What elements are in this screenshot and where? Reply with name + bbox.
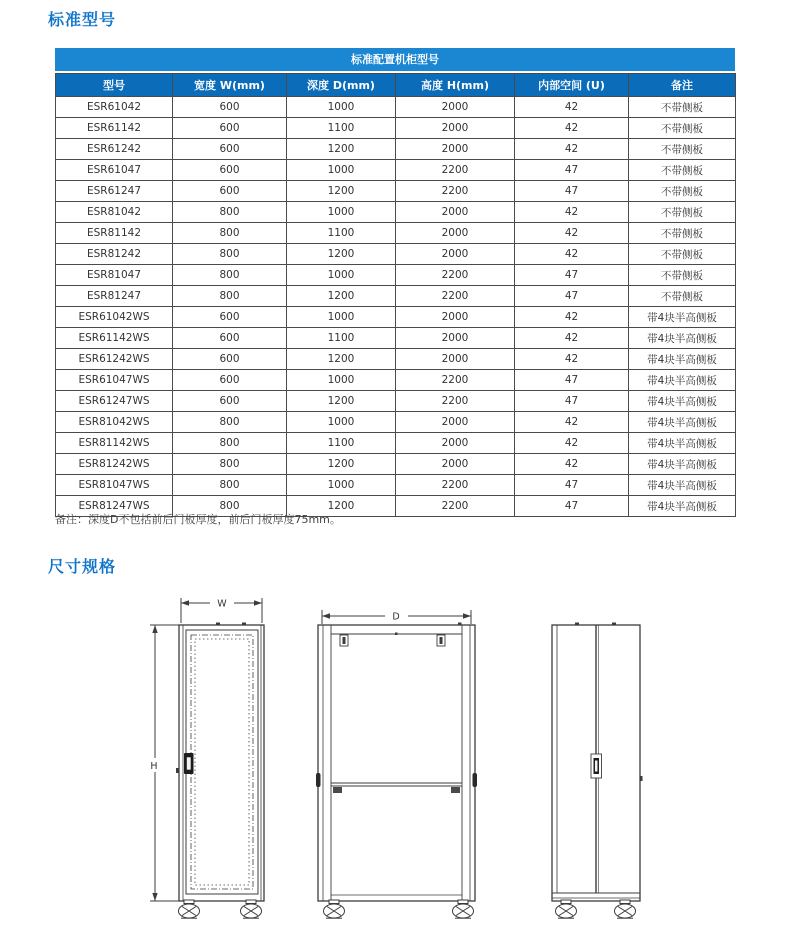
table-cell-units: 47 <box>515 160 629 181</box>
table-cell-model: ESR81242 <box>56 244 173 265</box>
table-row <box>56 412 736 433</box>
table-row <box>56 265 736 286</box>
table-cell-height: 2200 <box>396 265 515 286</box>
table-row <box>56 118 736 139</box>
table-cell-width: 600 <box>173 328 287 349</box>
table-cell-height: 2200 <box>396 496 515 517</box>
table-row <box>56 181 736 202</box>
table-cell-depth: 1000 <box>287 265 396 286</box>
table-cell-units: 47 <box>515 265 629 286</box>
table-footnote: 备注：深度D不包括前后门板厚度，前后门板厚度75mm。 <box>55 513 341 526</box>
table-cell-units: 47 <box>515 181 629 202</box>
cabinet-rear-view <box>552 623 643 919</box>
table-cell-width: 800 <box>173 265 287 286</box>
cabinet-front-view <box>146 596 264 918</box>
table-cell-units: 42 <box>515 307 629 328</box>
table-cell-width: 800 <box>173 475 287 496</box>
spec-table-header-row <box>56 74 736 97</box>
width-dimension-label: W <box>217 598 227 610</box>
table-cell-remark: 不带侧板 <box>629 118 736 139</box>
table-cell-depth: 1000 <box>287 97 396 118</box>
table-cell-width: 800 <box>173 244 287 265</box>
table-cell-width: 600 <box>173 118 287 139</box>
table-cell-model: ESR81042 <box>56 202 173 223</box>
table-cell-width: 600 <box>173 391 287 412</box>
table-cell-model: ESR61042WS <box>56 307 173 328</box>
table-cell-width: 600 <box>173 97 287 118</box>
table-cell-height: 2200 <box>396 160 515 181</box>
table-cell-remark: 不带侧板 <box>629 202 736 223</box>
table-cell-width: 600 <box>173 181 287 202</box>
table-cell-units: 47 <box>515 286 629 307</box>
table-cell-remark: 不带侧板 <box>629 265 736 286</box>
table-cell-width: 800 <box>173 223 287 244</box>
table-cell-model: ESR81047 <box>56 265 173 286</box>
table-cell-height: 2000 <box>396 307 515 328</box>
table-cell-height: 2000 <box>396 118 515 139</box>
table-cell-height: 2200 <box>396 370 515 391</box>
table-cell-model: ESR61047WS <box>56 370 173 391</box>
table-cell-remark: 不带侧板 <box>629 97 736 118</box>
table-cell-height: 2200 <box>396 286 515 307</box>
table-cell-width: 800 <box>173 496 287 517</box>
table-cell-units: 42 <box>515 412 629 433</box>
table-cell-units: 42 <box>515 349 629 370</box>
table-cell-remark: 带4块半高侧板 <box>629 412 736 433</box>
table-cell-remark: 带4块半高侧板 <box>629 391 736 412</box>
depth-dimension-label: D <box>392 611 400 623</box>
table-cell-units: 47 <box>515 496 629 517</box>
table-cell-model: ESR81247WS <box>56 496 173 517</box>
table-cell-model: ESR61047 <box>56 160 173 181</box>
table-cell-height: 2000 <box>396 244 515 265</box>
table-cell-model: ESR61142WS <box>56 328 173 349</box>
table-cell-depth: 1200 <box>287 391 396 412</box>
table-cell-height: 2000 <box>396 349 515 370</box>
table-row <box>56 202 736 223</box>
table-cell-height: 2000 <box>396 433 515 454</box>
table-cell-height: 2000 <box>396 328 515 349</box>
column-header-depth: 深度 D(mm) <box>287 74 396 97</box>
table-cell-depth: 1200 <box>287 286 396 307</box>
table-cell-width: 600 <box>173 349 287 370</box>
table-cell-remark: 带4块半高侧板 <box>629 496 736 517</box>
table-cell-depth: 1200 <box>287 349 396 370</box>
table-cell-height: 2000 <box>396 139 515 160</box>
table-cell-model: ESR61242WS <box>56 349 173 370</box>
table-cell-depth: 1200 <box>287 244 396 265</box>
table-cell-height: 2000 <box>396 223 515 244</box>
leveling-foot <box>453 900 474 918</box>
spec-table <box>55 73 736 517</box>
table-cell-model: ESR61247 <box>56 181 173 202</box>
table-cell-remark: 不带侧板 <box>629 139 736 160</box>
depth-dimension <box>322 609 471 624</box>
leveling-foot <box>324 900 345 918</box>
table-cell-depth: 1200 <box>287 454 396 475</box>
table-cell-model: ESR61042 <box>56 97 173 118</box>
table-cell-width: 800 <box>173 202 287 223</box>
table-row <box>56 307 736 328</box>
table-cell-units: 42 <box>515 202 629 223</box>
table-title-bar: 标准配置机柜型号 <box>55 48 735 71</box>
table-row <box>56 433 736 454</box>
caster-wheel <box>615 900 636 918</box>
table-cell-model: ESR61247WS <box>56 391 173 412</box>
table-cell-depth: 1100 <box>287 433 396 454</box>
column-header-model: 型号 <box>56 74 173 97</box>
table-cell-depth: 1200 <box>287 139 396 160</box>
table-row <box>56 97 736 118</box>
table-cell-units: 42 <box>515 97 629 118</box>
table-cell-depth: 1000 <box>287 412 396 433</box>
table-cell-units: 42 <box>515 433 629 454</box>
table-cell-remark: 带4块半高侧板 <box>629 349 736 370</box>
section-heading-standard-models: 标准型号 <box>48 10 117 29</box>
table-cell-height: 2000 <box>396 202 515 223</box>
table-cell-remark: 不带侧板 <box>629 286 736 307</box>
table-cell-model: ESR81247 <box>56 286 173 307</box>
table-cell-units: 42 <box>515 223 629 244</box>
table-cell-depth: 1000 <box>287 202 396 223</box>
table-cell-remark: 不带侧板 <box>629 160 736 181</box>
table-cell-height: 2000 <box>396 454 515 475</box>
table-cell-model: ESR81042WS <box>56 412 173 433</box>
table-cell-units: 42 <box>515 454 629 475</box>
table-row <box>56 244 736 265</box>
table-cell-units: 42 <box>515 139 629 160</box>
column-header-remark: 备注 <box>629 74 736 97</box>
column-header-units: 内部空间 (U) <box>515 74 629 97</box>
table-cell-remark: 不带侧板 <box>629 244 736 265</box>
table-cell-remark: 带4块半高侧板 <box>629 328 736 349</box>
table-cell-units: 42 <box>515 244 629 265</box>
table-cell-height: 2200 <box>396 181 515 202</box>
table-row <box>56 223 736 244</box>
table-cell-depth: 1100 <box>287 223 396 244</box>
table-cell-height: 2000 <box>396 97 515 118</box>
table-cell-remark: 不带侧板 <box>629 223 736 244</box>
table-cell-depth: 1100 <box>287 328 396 349</box>
table-cell-units: 47 <box>515 391 629 412</box>
table-row <box>56 160 736 181</box>
table-cell-depth: 1000 <box>287 307 396 328</box>
table-cell-depth: 1200 <box>287 181 396 202</box>
table-cell-remark: 带4块半高侧板 <box>629 475 736 496</box>
table-cell-depth: 1100 <box>287 118 396 139</box>
table-cell-remark: 带4块半高侧板 <box>629 370 736 391</box>
table-cell-width: 600 <box>173 160 287 181</box>
rear-door-handle <box>591 754 602 778</box>
table-cell-units: 47 <box>515 370 629 391</box>
side-edge-handle <box>316 773 321 787</box>
cabinet-dimension-drawing <box>0 590 790 935</box>
table-cell-width: 800 <box>173 412 287 433</box>
table-cell-units: 42 <box>515 328 629 349</box>
table-cell-depth: 1000 <box>287 370 396 391</box>
table-cell-model: ESR81047WS <box>56 475 173 496</box>
table-cell-remark: 不带侧板 <box>629 181 736 202</box>
column-header-width: 宽度 W(mm) <box>173 74 287 97</box>
front-door-lock <box>184 753 194 774</box>
cabinet-side-view <box>316 609 477 918</box>
table-cell-depth: 1000 <box>287 475 396 496</box>
table-row <box>56 370 736 391</box>
table-cell-height: 2200 <box>396 475 515 496</box>
table-row <box>56 328 736 349</box>
table-cell-model: ESR61142 <box>56 118 173 139</box>
table-cell-remark: 带4块半高侧板 <box>629 307 736 328</box>
table-cell-model: ESR81142WS <box>56 433 173 454</box>
table-cell-height: 2200 <box>396 391 515 412</box>
table-cell-width: 800 <box>173 433 287 454</box>
table-cell-model: ESR81142 <box>56 223 173 244</box>
table-row <box>56 454 736 475</box>
table-cell-width: 600 <box>173 370 287 391</box>
caster-wheel <box>556 900 577 918</box>
caster-wheel <box>241 900 262 918</box>
table-cell-depth: 1000 <box>287 160 396 181</box>
column-header-height: 高度 H(mm) <box>396 74 515 97</box>
table-row <box>56 349 736 370</box>
table-row <box>56 391 736 412</box>
table-cell-units: 47 <box>515 475 629 496</box>
height-dimension <box>146 625 179 901</box>
table-row <box>56 286 736 307</box>
table-cell-depth: 1200 <box>287 496 396 517</box>
height-dimension-label: H <box>150 761 158 772</box>
width-dimension <box>181 596 262 623</box>
table-cell-model: ESR61242 <box>56 139 173 160</box>
table-row <box>56 475 736 496</box>
table-cell-width: 600 <box>173 139 287 160</box>
table-cell-remark: 带4块半高侧板 <box>629 454 736 475</box>
table-cell-width: 800 <box>173 454 287 475</box>
table-cell-height: 2000 <box>396 412 515 433</box>
table-row <box>56 139 736 160</box>
table-cell-remark: 带4块半高侧板 <box>629 433 736 454</box>
spec-table-body <box>56 97 736 517</box>
section-heading-dimensions: 尺寸规格 <box>48 557 117 576</box>
table-cell-width: 800 <box>173 286 287 307</box>
mesh-door-dashed-border <box>191 635 253 889</box>
side-edge-handle <box>473 773 478 787</box>
table-cell-units: 42 <box>515 118 629 139</box>
table-cell-model: ESR81242WS <box>56 454 173 475</box>
caster-wheel <box>179 900 200 918</box>
table-cell-width: 600 <box>173 307 287 328</box>
